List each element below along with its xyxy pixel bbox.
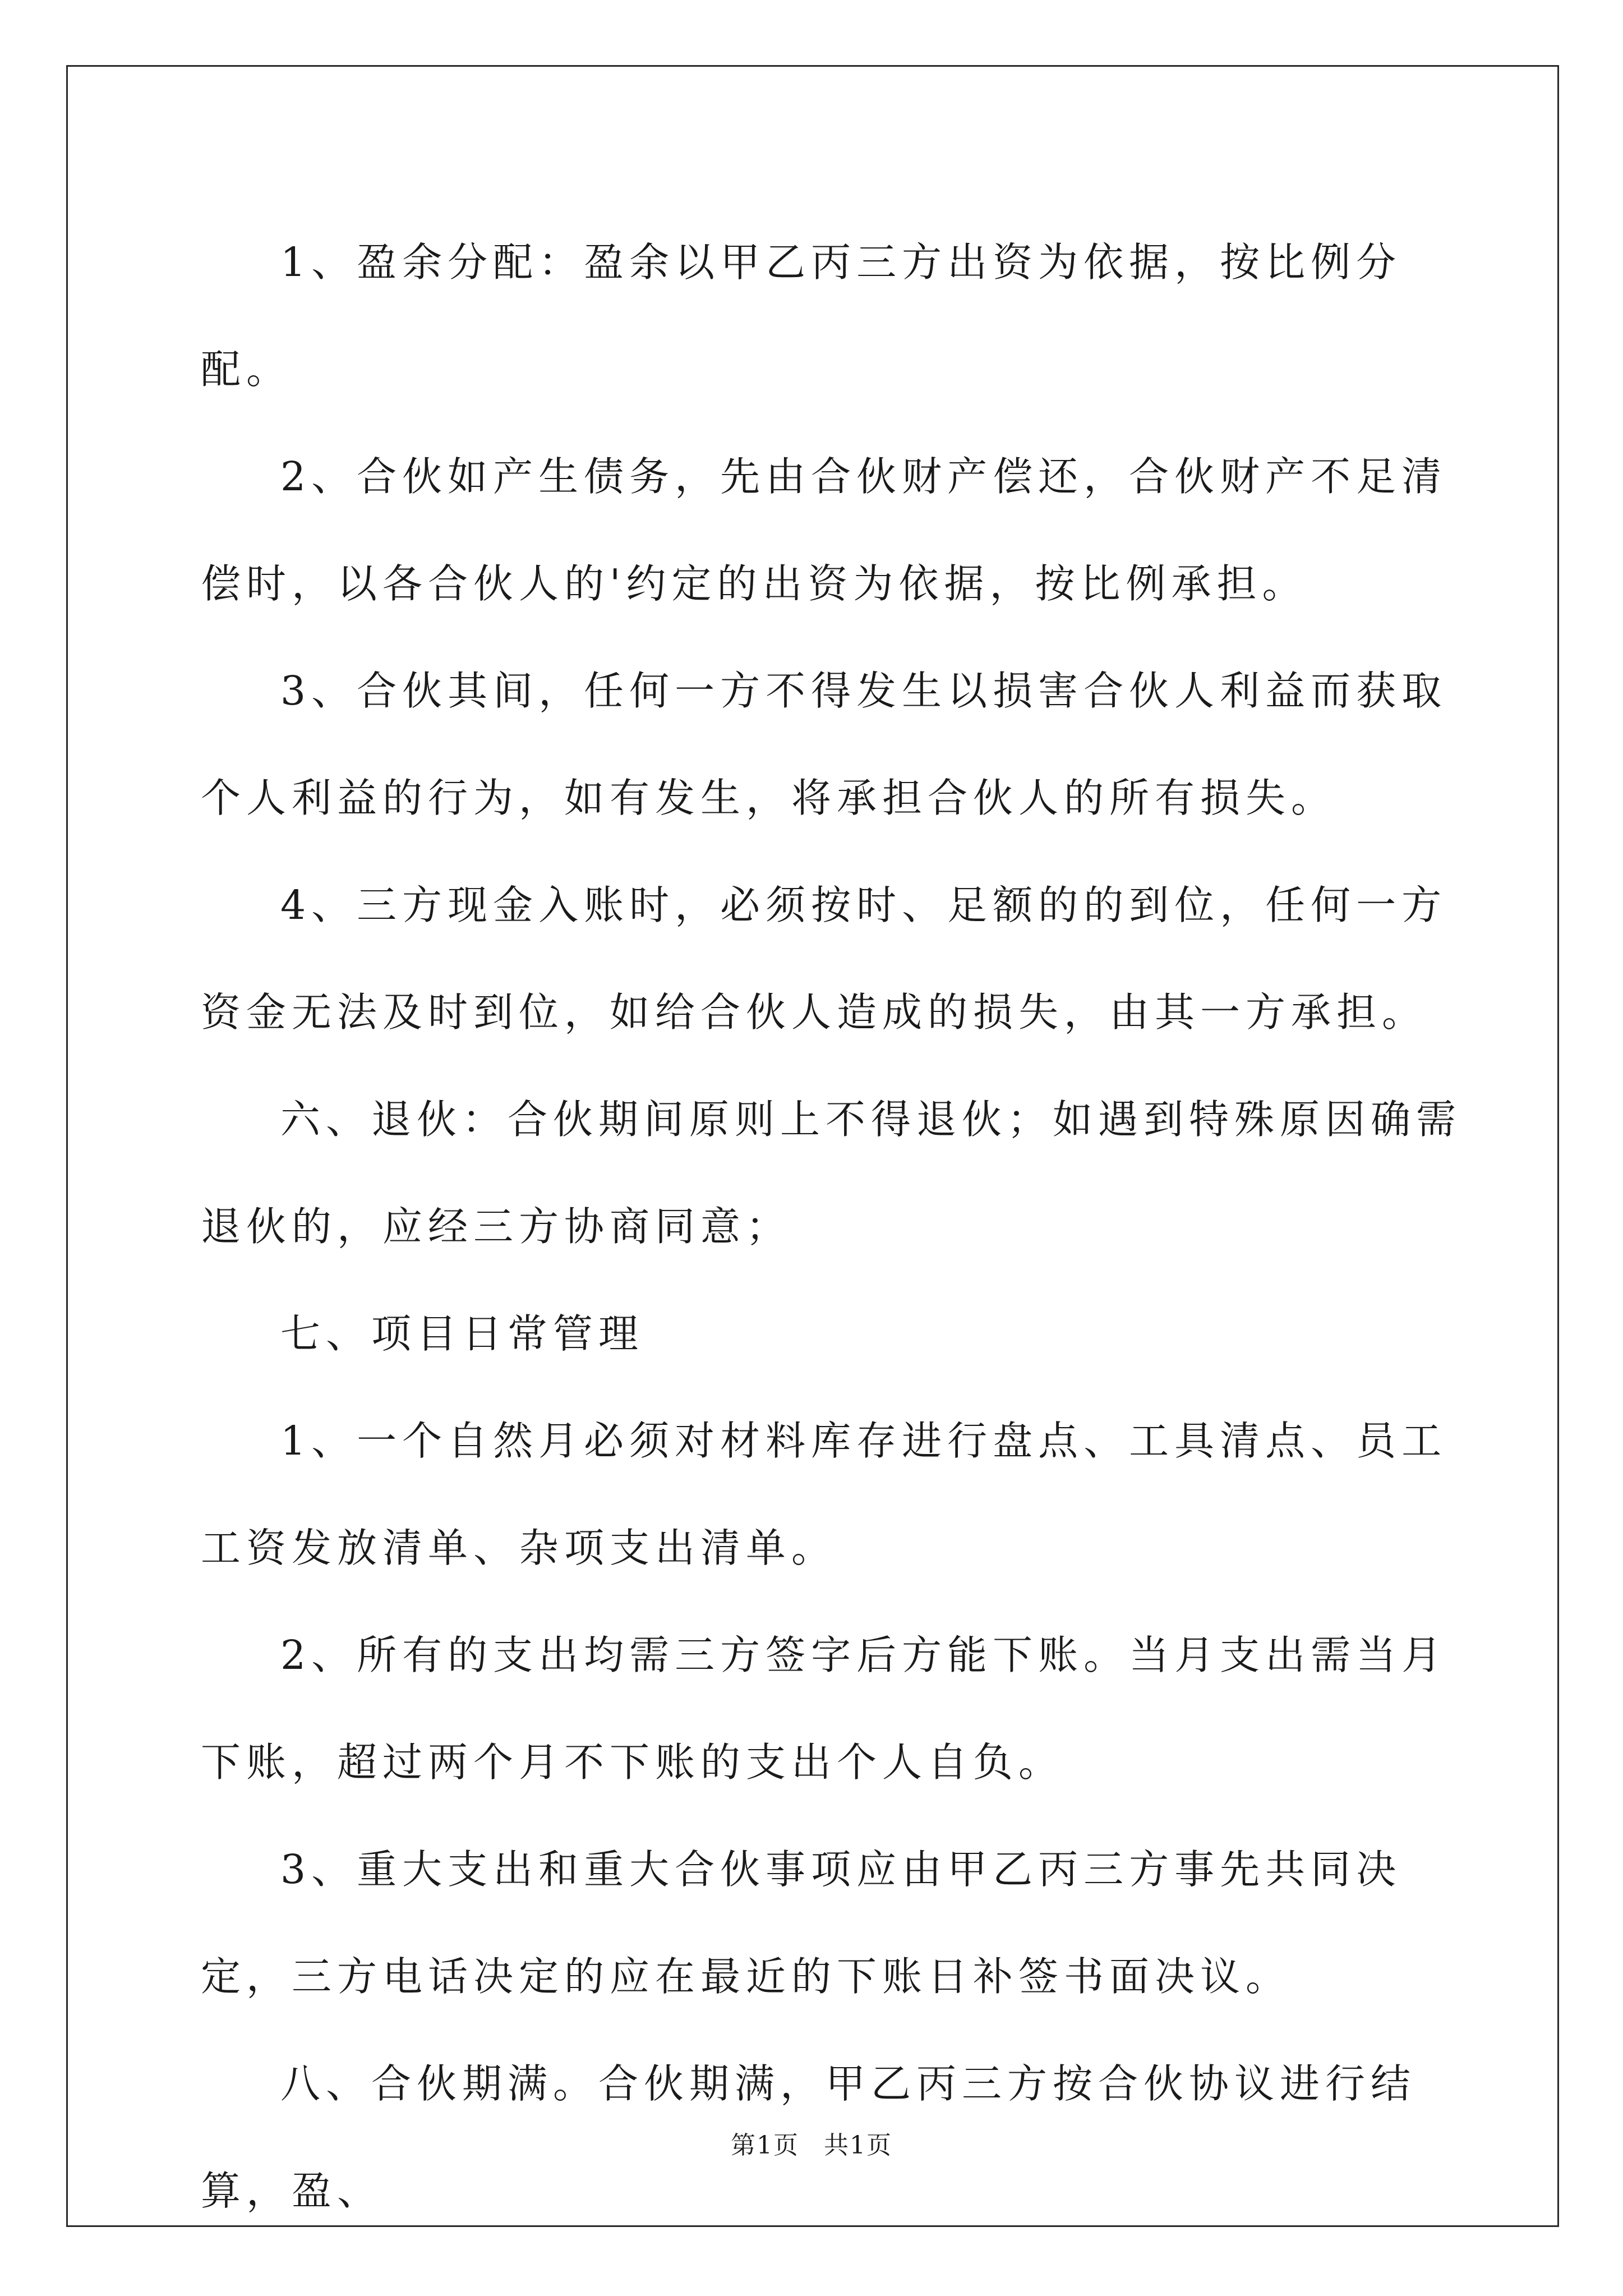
paragraph: 2、合伙如产生债务，先由合伙财产偿还，合伙财产不足清偿时，以各合伙人的'约定的出资为依据，按比例承担。 xyxy=(201,453,1447,607)
paragraph: 2、所有的支出均需三方签字后方能下账。当月支出需当月下账，超过两个月不下账的支出个人自负。 xyxy=(201,1632,1447,1786)
paragraph: 4、三方现金入账时，必须按时、足额的的到位，任何一方资金无法及时到位，如给合伙人造成的损失，由其一方承担。 xyxy=(201,882,1447,1036)
page-number: 第1页 xyxy=(731,2131,799,2160)
paragraph: 3、重大支出和重大合伙事项应由甲乙丙三方事先共同决定，三方电话决定的应在最近的下账日补签书面决议。 xyxy=(201,1846,1402,2000)
paragraph: 1、盈余分配：盈余以甲乙丙三方出资为依据，按比例分配。 xyxy=(201,239,1402,393)
paragraph: 1、一个自然月必须对材料库存进行盘点、工具清点、员工工资发放清单、杂项支出清单。 xyxy=(201,1418,1447,1571)
total-pages: 共1页 xyxy=(824,2131,892,2160)
page-footer xyxy=(0,2125,1623,2161)
document-body xyxy=(201,209,1468,2244)
section-heading: 七、项目日常管理 xyxy=(280,1310,644,1357)
paragraph: 六、退伙：合伙期间原则上不得退伙；如遇到特殊原因确需退伙的，应经三方协商同意； xyxy=(201,1096,1462,1250)
paragraph: 八、合伙期满。合伙期满，甲乙丙三方按合伙协议进行结算，盈、 xyxy=(201,2060,1417,2214)
paragraph: 3、合伙其间，任何一方不得发生以损害合伙人利益而获取个人利益的行为，如有发生，将承担合伙人的所有损失。 xyxy=(201,668,1447,821)
